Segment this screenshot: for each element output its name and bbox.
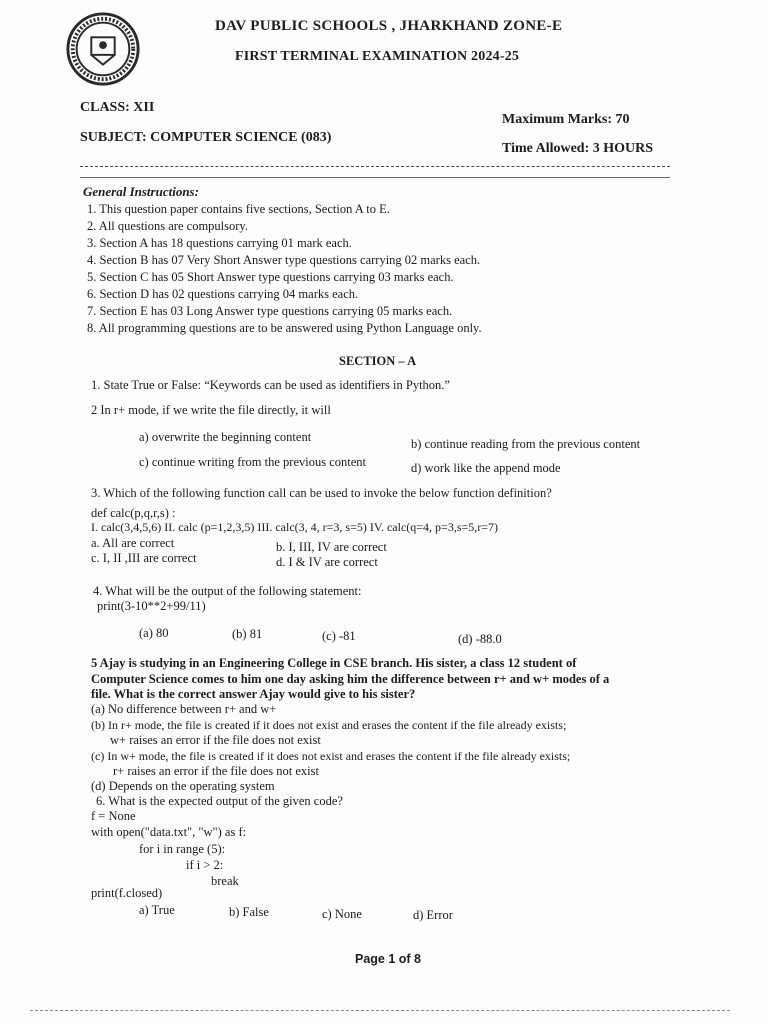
option-b: b) continue reading from the previous content (411, 437, 641, 451)
option-b-cont: w+ raises an error if the file does not exist (110, 733, 321, 747)
code-line: def calc(p,q,r,s) : (91, 506, 176, 520)
class-label: CLASS: XII (80, 100, 155, 115)
option-d: (d) Depends on the operating system (91, 779, 275, 793)
divider (80, 166, 670, 167)
time-allowed: Time Allowed: 3 HOURS (502, 141, 654, 156)
code-line: I. calc(3,4,5,6) II. calc (p=1,2,3,5) III. calc(3, 4, r=3, s=5) IV. calc(q=4, p=3,s=5,r=7) (91, 520, 499, 534)
instruction-item: 5. Section C has 05 Short Answer type questions carrying 03 marks each. (87, 270, 454, 284)
question-5-stem: file. What is the correct answer Ajay would give to his sister? (91, 687, 416, 701)
option-c: c. I, II ,III are correct (91, 551, 197, 565)
instruction-item: 3. Section A has 18 questions carrying 01 mark each. (87, 236, 352, 250)
option-c: (c) In w+ mode, the file is created if it does not exist and erases the content if the file already exists; (91, 749, 571, 763)
option-d: d. I & IV are correct (276, 555, 378, 569)
question-5-stem: 5 Ajay is studying in an Engineering College in CSE branch. His sister, a class 12 student of (91, 656, 577, 670)
school-emblem-icon (64, 10, 142, 88)
code-line: f = None (91, 809, 136, 823)
code-line: break (211, 874, 239, 888)
divider (80, 177, 670, 178)
instruction-item: 1. This question paper contains five sections, Section A to E. (87, 202, 390, 216)
option-c: c) continue writing from the previous content (139, 455, 367, 469)
option-a: (a) 80 (139, 626, 169, 640)
code-line: for i in range (5): (139, 842, 226, 856)
school-name: DAV PUBLIC SCHOOLS , JHARKHAND ZONE-E (215, 18, 563, 34)
divider (30, 1010, 730, 1011)
option-c: c) None (322, 907, 362, 921)
instructions-title: General Instructions: (83, 184, 199, 199)
question-6-stem: 6. What is the expected output of the given code? (96, 794, 343, 808)
section-title: SECTION – A (339, 354, 417, 368)
instruction-item: 6. Section D has 02 questions carrying 04 marks each. (87, 287, 359, 301)
question-5-stem: Computer Science comes to him one day asking him the difference between r+ and w+ modes of a (91, 672, 610, 686)
option-a: a. All are correct (91, 536, 175, 550)
option-c-cont: r+ raises an error if the file does not exist (113, 764, 319, 778)
option-d: d) work like the append mode (411, 461, 561, 475)
exam-title: FIRST TERMINAL EXAMINATION 2024-25 (235, 49, 520, 64)
code-line: print(f.closed) (91, 886, 163, 900)
option-a: (a) No difference between r+ and w+ (91, 702, 277, 716)
question-3-stem: 3. Which of the following function call can be used to invoke the below function definition? (91, 486, 552, 500)
code-line: print(3-10**2+99/11) (97, 599, 206, 613)
option-a: a) overwrite the beginning content (139, 430, 312, 444)
option-b: b. I, III, IV are correct (276, 540, 387, 554)
option-b: (b) In r+ mode, the file is created if it does not exist and erases the content if the file already exists; (91, 718, 567, 732)
max-marks: Maximum Marks: 70 (502, 112, 630, 127)
option-d: d) Error (413, 908, 453, 922)
instruction-item: 7. Section E has 03 Long Answer type questions carrying 05 marks each. (87, 304, 453, 318)
option-b: (b) 81 (232, 627, 263, 641)
question-4-stem: 4. What will be the output of the following statement: (93, 584, 362, 598)
option-b: b) False (229, 905, 269, 919)
instruction-item: 8. All programming questions are to be answered using Python Language only. (87, 321, 482, 335)
code-line: if i > 2: (186, 858, 224, 872)
instruction-item: 4. Section B has 07 Very Short Answer type questions carrying 02 marks each. (87, 253, 481, 267)
code-line: with open("data.txt", "w") as f: (91, 825, 247, 839)
option-c: (c) -81 (322, 629, 356, 643)
option-d: (d) -88.0 (458, 632, 502, 646)
option-a: a) True (139, 903, 175, 917)
subject-label: SUBJECT: COMPUTER SCIENCE (083) (80, 130, 332, 145)
instruction-item: 2. All questions are compulsory. (87, 219, 248, 233)
question-1: 1. State True or False: “Keywords can be used as identifiers in Python.” (91, 378, 450, 392)
page-number: Page 1 of 8 (355, 952, 421, 966)
question-2-stem: 2 In r+ mode, if we write the file directly, it will (91, 403, 331, 417)
